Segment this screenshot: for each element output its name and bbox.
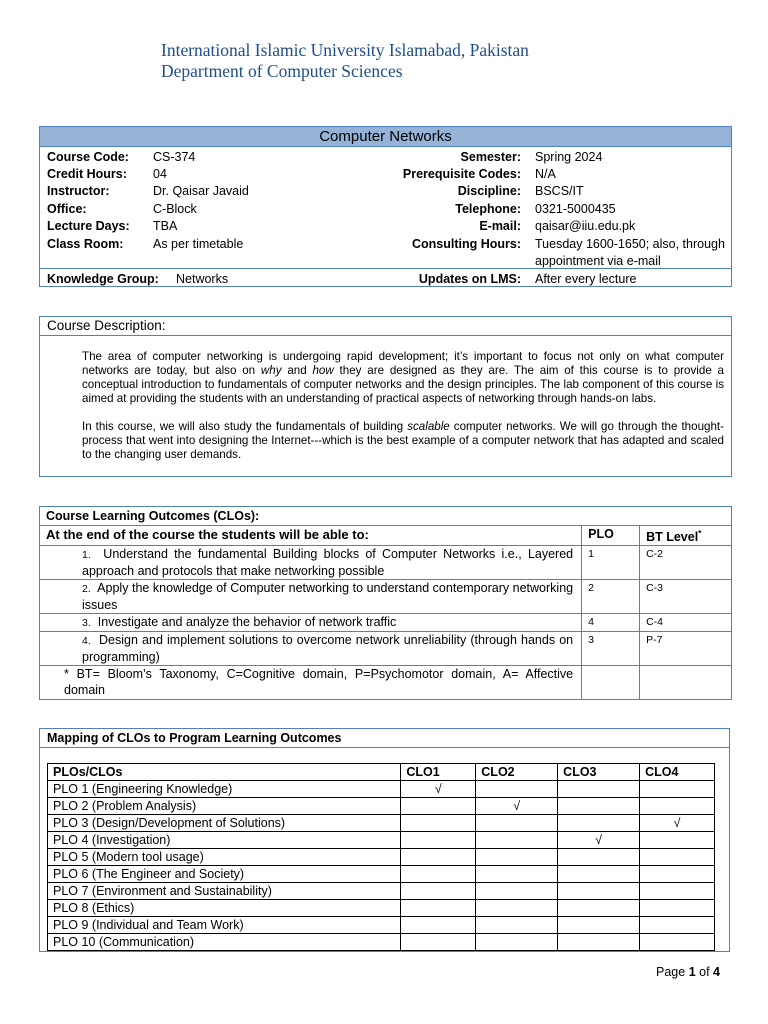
- mapping-check-cell: √: [640, 815, 715, 832]
- superscript: *: [698, 529, 702, 538]
- table-row: [48, 849, 715, 866]
- clo-plo: 2: [582, 580, 640, 614]
- table-row: [48, 781, 715, 798]
- plo-name-cell: PLO 10 (Communication): [48, 934, 401, 951]
- clo-text: [40, 546, 582, 580]
- clo-bt: P-7: [640, 632, 732, 666]
- text-run: computer networks. We will go through the thought-process that went into designing the Internet---which is the best example of a computer network that has adapted and scaled to the changing user demands.: [82, 420, 724, 461]
- table-row: [48, 815, 715, 832]
- bt-note: * BT= Bloom’s Taxonomy, C=Cognitive domain, P=Psychomotor domain, A= Affective domain: [40, 666, 582, 700]
- mapping-check-cell: √: [401, 781, 476, 798]
- clo-number: 4.: [82, 635, 91, 648]
- table-row: [48, 934, 715, 951]
- table-row: [48, 900, 715, 917]
- course-code-label: Course Code:: [47, 150, 129, 164]
- course-code-value: CS-374: [153, 150, 196, 164]
- knowledge-group-label: Knowledge Group:: [47, 272, 159, 286]
- text-run: they are designed as they are. The aim of this course is to provide a conceptual introduction to fundamentals of computer networks and the design principles. The lab component of this course is aimed at providing the students with an understanding of practical aspects of networking through hands-on labs.: [82, 364, 725, 405]
- lms-value: After every lecture: [535, 272, 637, 286]
- clo-text: [40, 614, 582, 632]
- clo-bt: C-4: [640, 614, 732, 632]
- mapping-check-cell: [558, 917, 640, 934]
- text-run: Investigate and analyze the behavior of network traffic: [97, 615, 397, 630]
- mapping-check-cell: [558, 781, 640, 798]
- mapping-check-cell: [401, 798, 476, 815]
- mapping-check-cell: [558, 934, 640, 951]
- empty-cell: [640, 666, 732, 700]
- mapping-check-cell: [476, 866, 558, 883]
- table-row: [40, 580, 732, 614]
- table-row: [48, 866, 715, 883]
- divider: [40, 268, 731, 269]
- table-row: [40, 526, 732, 546]
- clo-table: [39, 506, 732, 700]
- emphasis: why: [260, 364, 282, 377]
- total-pages: 4: [713, 965, 720, 979]
- semester-label: Semester:: [460, 150, 521, 164]
- plo-name-cell: PLO 9 (Individual and Team Work): [48, 917, 401, 934]
- text-run: BT Level: [646, 530, 699, 545]
- lms-label: Updates on LMS:: [418, 272, 521, 286]
- prerequisite-value: N/A: [535, 167, 556, 181]
- clo-plo: 1: [582, 546, 640, 580]
- instructor-value: Dr. Qaisar Javaid: [153, 184, 249, 198]
- mapping-check-cell: [401, 917, 476, 934]
- text-run: and: [281, 364, 313, 377]
- mapping-check-cell: √: [476, 798, 558, 815]
- current-page: 1: [688, 965, 696, 979]
- mapping-check-cell: [401, 815, 476, 832]
- clo-bt: C-3: [640, 580, 732, 614]
- mapping-check-cell: [640, 900, 715, 917]
- mapping-title: Mapping of CLOs to Program Learning Outcomes: [40, 729, 729, 748]
- email-value: qaisar@iiu.edu.pk: [535, 219, 636, 233]
- mapping-header: CLO3: [558, 764, 640, 781]
- table-row: [40, 507, 732, 526]
- mapping-check-cell: √: [558, 832, 640, 849]
- mapping-check-cell: [476, 883, 558, 900]
- course-title: Computer Networks: [40, 127, 731, 147]
- course-description-box: [39, 316, 732, 477]
- text-run: The area of computer networking is undergoing rapid development; it’s important to focus not only on what computer networks are today, but also on: [82, 350, 724, 377]
- instructor-label: Instructor:: [47, 184, 110, 198]
- mapping-check-cell: [401, 832, 476, 849]
- text-run: In this course, we will also study the fundamentals of building: [82, 420, 408, 433]
- emphasis: scalable: [407, 420, 450, 433]
- mapping-header: CLO4: [640, 764, 715, 781]
- office-value: C-Block: [153, 202, 197, 216]
- consulting-hours-value: Tuesday 1600-1650; also, through appointment via e-mail: [535, 237, 725, 268]
- mapping-check-cell: [640, 866, 715, 883]
- clo-intro: At the end of the course the students will be able to:: [40, 526, 582, 546]
- plo-name-cell: PLO 8 (Ethics): [48, 900, 401, 917]
- clo-number: 3.: [82, 617, 91, 630]
- telephone-value: 0321-5000435: [535, 202, 616, 216]
- class-room-label: Class Room:: [47, 237, 124, 251]
- table-row: [48, 917, 715, 934]
- mapping-check-cell: [476, 781, 558, 798]
- course-description-body: [40, 336, 731, 462]
- mapping-check-cell: [476, 832, 558, 849]
- department-name: Department of Computer Sciences: [161, 61, 403, 81]
- plo-name-cell: PLO 3 (Design/Development of Solutions): [48, 815, 401, 832]
- mapping-check-cell: [640, 832, 715, 849]
- mapping-check-cell: [558, 883, 640, 900]
- clo-bt: C-2: [640, 546, 732, 580]
- clo-table-title: Course Learning Outcomes (CLOs):: [40, 507, 732, 526]
- clo-text: [40, 632, 582, 666]
- mapping-check-cell: [558, 866, 640, 883]
- mapping-check-cell: [476, 815, 558, 832]
- of-word: of: [699, 965, 710, 979]
- lecture-days-value: TBA: [153, 219, 178, 233]
- mapping-check-cell: [476, 900, 558, 917]
- mapping-check-cell: [476, 849, 558, 866]
- clo-number: 1.: [82, 549, 91, 562]
- clo-plo: 4: [582, 614, 640, 632]
- mapping-check-cell: [640, 849, 715, 866]
- discipline-value: BSCS/IT: [535, 184, 584, 198]
- table-row: [40, 546, 732, 580]
- page-word: Page: [656, 965, 686, 979]
- table-row: [40, 632, 732, 666]
- plo-name-cell: PLO 7 (Environment and Sustainability): [48, 883, 401, 900]
- mapping-table: [47, 763, 715, 951]
- semester-value: Spring 2024: [535, 150, 603, 164]
- mapping-header: PLOs/CLOs: [48, 764, 401, 781]
- lecture-days-label: Lecture Days:: [47, 219, 130, 233]
- description-paragraph: [82, 420, 724, 462]
- table-row: [48, 832, 715, 849]
- class-room-value: As per timetable: [153, 237, 244, 251]
- credit-hours-label: Credit Hours:: [47, 167, 127, 181]
- table-row: [48, 883, 715, 900]
- table-row: [48, 798, 715, 815]
- mapping-check-cell: [558, 900, 640, 917]
- table-row: [40, 614, 732, 632]
- telephone-label: Telephone:: [455, 202, 521, 216]
- mapping-check-cell: [476, 917, 558, 934]
- plo-name-cell: PLO 5 (Modern tool usage): [48, 849, 401, 866]
- mapping-check-cell: [640, 934, 715, 951]
- description-paragraph: [82, 350, 724, 406]
- mapping-check-cell: [558, 849, 640, 866]
- mapping-header: CLO1: [401, 764, 476, 781]
- clo-text: [40, 580, 582, 614]
- university-name: International Islamic University Islamabad, Pakistan: [161, 40, 529, 60]
- bt-level-header: [640, 526, 732, 546]
- mapping-check-cell: [640, 781, 715, 798]
- consulting-hours-label: Consulting Hours:: [411, 237, 521, 251]
- mapping-check-cell: [401, 883, 476, 900]
- text-run: Design and implement solutions to overcome network unreliability (through hands on programming): [82, 633, 574, 665]
- mapping-check-cell: [476, 934, 558, 951]
- plo-name-cell: PLO 4 (Investigation): [48, 832, 401, 849]
- prerequisite-label: Prerequisite Codes:: [402, 167, 521, 181]
- email-label: E-mail:: [479, 219, 521, 233]
- mapping-check-cell: [640, 883, 715, 900]
- table-row: [40, 666, 732, 700]
- mapping-check-cell: [640, 798, 715, 815]
- mapping-header: CLO2: [476, 764, 558, 781]
- mapping-check-cell: [401, 900, 476, 917]
- mapping-check-cell: [401, 934, 476, 951]
- document-header: [161, 40, 529, 82]
- clo-plo: 3: [582, 632, 640, 666]
- mapping-check-cell: [401, 866, 476, 883]
- text-run: Apply the knowledge of Computer networking to understand contemporary networking issues: [82, 581, 574, 613]
- empty-cell: [582, 666, 640, 700]
- emphasis: how: [312, 364, 334, 377]
- mapping-check-cell: [558, 798, 640, 815]
- knowledge-group-value: Networks: [176, 272, 229, 286]
- plo-name-cell: PLO 6 (The Engineer and Society): [48, 866, 401, 883]
- credit-hours-value: 04: [153, 167, 167, 181]
- office-label: Office:: [47, 202, 87, 216]
- table-header-row: [48, 764, 715, 781]
- plo-name-cell: PLO 1 (Engineering Knowledge): [48, 781, 401, 798]
- page-footer: [656, 965, 720, 979]
- plo-header: PLO: [582, 526, 640, 546]
- plo-name-cell: PLO 2 (Problem Analysis): [48, 798, 401, 815]
- course-info-box: [39, 126, 732, 287]
- clo-number: 2.: [82, 583, 91, 596]
- course-description-title: Course Description:: [40, 317, 731, 336]
- mapping-check-cell: [558, 815, 640, 832]
- text-run: Understand the fundamental Building blocks of Computer Networks i.e., Layered approach and protocols that make networking possible: [82, 547, 574, 579]
- mapping-check-cell: [640, 917, 715, 934]
- discipline-label: Discipline:: [457, 184, 521, 198]
- mapping-check-cell: [401, 849, 476, 866]
